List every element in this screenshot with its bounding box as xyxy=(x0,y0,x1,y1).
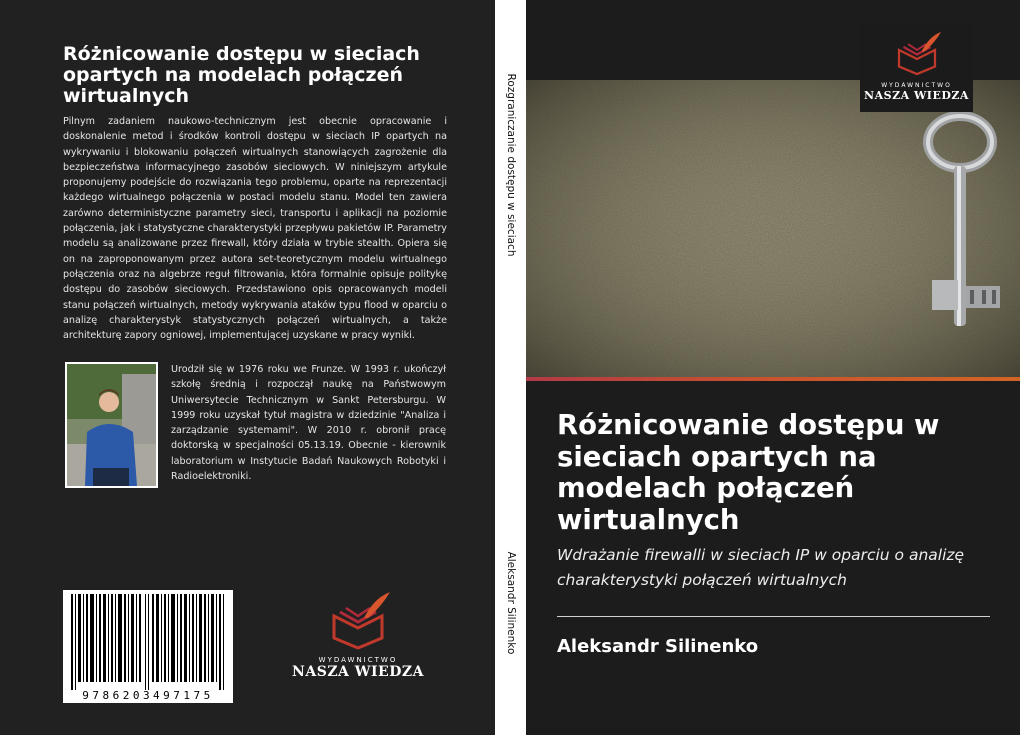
front-cover-title: Różnicowanie dostępu w sieciach opartych na modelach połączeń wirtualnych xyxy=(557,409,940,536)
back-cover-title: Różnicowanie dostępu w sieciach opartych na modelach połączeń wirtualnych xyxy=(63,43,420,107)
accent-stripe xyxy=(526,377,1020,381)
publisher-name: NASZA WIEDZA xyxy=(292,664,424,680)
spine-author: Aleksandr Silinenko xyxy=(504,551,517,654)
book-quill-icon xyxy=(887,28,947,78)
back-publisher-logo xyxy=(283,588,433,680)
front-cover-author: Aleksandr Silinenko xyxy=(557,636,759,657)
publisher-label: WYDAWNICTWO xyxy=(318,656,398,664)
publisher-name: NASZA WIEDZA xyxy=(864,89,969,102)
publisher-label: WYDAWNICTWO xyxy=(881,82,952,89)
divider xyxy=(557,616,990,617)
front-cover-subtitle: Wdrażanie firewalli w sieciach IP w oparciu o analizę charakterystyki połączeń wirtualnych xyxy=(557,546,965,589)
book-quill-icon xyxy=(318,588,398,652)
cover-key-photo xyxy=(526,80,1020,377)
author-photo xyxy=(65,362,158,488)
front-publisher-logo xyxy=(860,24,973,112)
spine-title-area xyxy=(495,0,526,330)
spine-title: Rozgraniczanie dostępu w sieciach xyxy=(504,73,517,257)
spine-author-area xyxy=(495,540,526,665)
isbn-number: 9786203497175 xyxy=(82,689,214,702)
isbn-barcode xyxy=(63,590,233,703)
author-bio: Urodził się w 1976 roku we Frunze. W 1993 r. ukończył szkołę średnią i rozpoczął naukę na Państwowym Uniwersytecie Technicznym w Sankt Petersburgu. W 1999 roku uzyskał tytuł magistra w dziedzinie "Analiza i zarządzanie systemami". W 2010 r. obronił pracę doktorską w specjalności 05.13.19. Obecnie - kierownik laboratorium w Instytucie Badań Naukowych Robotyki i Radioelektroniki. xyxy=(171,364,446,483)
back-cover-blurb: Pilnym zadaniem naukowo-technicznym jest obecnie opracowanie i doskonalenie metod i środków kontroli dostępu w sieciach IP opartych na wykrywaniu i blokowaniu połączeń wirtualnych stanowiących zagrożenie dla bezpieczeństwa informacyjnego zasobów sieciowych. W niniejszym artykule proponujemy podejście do rozwiązania tego problemu, oparte na reprezentacji każdego wirtualnego połączenia w postaci modelu stanu. Model ten zawiera zarówno deterministyczne parametry sieci, transportu i aplikacji na poziomie połączenia, jak i statystyczne charakterystyki przepływu pakietów IP. Parametry modelu są analizowane przez firewall, który działa w trybie stealth. Opiera się on na zaproponowanym przez autora set-teoretycznym modelu wirtualnego połączenia oraz na algebrze reguł filtrowania, która formalnie opisuje politykę dostępu do zasobów sieciowych. Przedstawiono opis opracowanych modeli stanu połączeń wirtualnych, metody wykrywania ataków typu flood w oparciu o analizę charakterystyk statystycznych połączeń wirtualnych, a także architekturę zapory ogniowej, implementującej uzyskane w pracy wyniki. xyxy=(63,116,447,342)
